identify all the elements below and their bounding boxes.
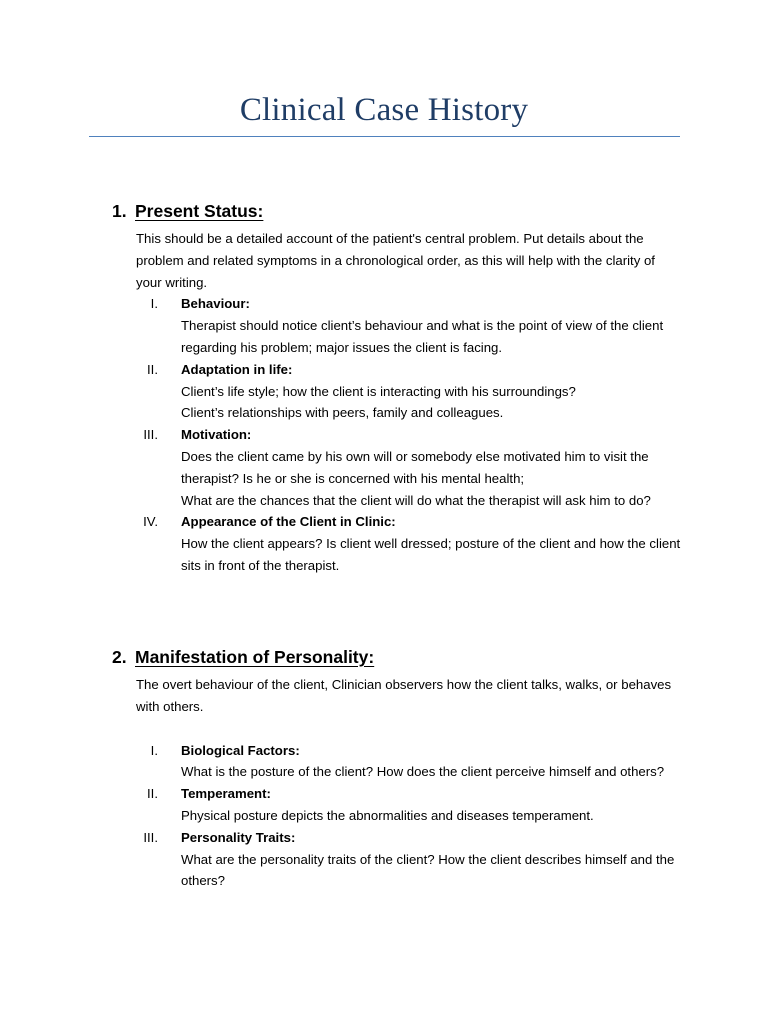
- section-title: Present Status:: [135, 201, 264, 221]
- section-heading: [112, 647, 682, 673]
- subsection-text: Client’s relationships with peers, family and colleagues.: [181, 405, 504, 421]
- roman-numeral: III.: [143, 427, 158, 443]
- subsection-behaviour: [112, 293, 681, 358]
- section-number: 1.: [112, 201, 127, 221]
- section-intro: This should be a detailed account of the patient's central problem. Put details about the problem and related symptoms in a chronological order, as this will help with the clarity of your writing.: [136, 231, 655, 290]
- page-title: Clinical Case History: [239, 92, 529, 128]
- subsection-text: What are the chances that the client will do what the therapist will ask him to do?: [181, 492, 651, 508]
- subsection-title: Motivation:: [181, 427, 252, 443]
- subsection-title: Personality Traits:: [181, 829, 296, 845]
- subsection-title: Adaptation in life:: [181, 361, 293, 377]
- subsection-text: What is the posture of the client? How does the client perceive himself and others?: [181, 764, 665, 780]
- subsection-personality-traits: [112, 827, 681, 892]
- subsection-motivation: [112, 424, 681, 511]
- subsection-text: Client’s life style; how the client is interacting with his surroundings?: [181, 383, 576, 399]
- subsection-list: [112, 293, 682, 576]
- subsection-title: Biological Factors:: [181, 742, 300, 758]
- roman-numeral: IV.: [143, 514, 158, 530]
- section-present-status: [112, 201, 682, 577]
- title-divider: [89, 136, 680, 137]
- section-heading: [112, 201, 682, 227]
- subsection-biological-factors: [112, 740, 681, 784]
- subsection-title: Temperament:: [181, 786, 271, 802]
- subsection-text: Physical posture depicts the abnormalities and diseases temperament.: [181, 807, 594, 823]
- subsection-text: How the client appears? Is client well dressed; posture of the client and how the client sits in front of the therapist.: [181, 536, 681, 573]
- subsection-list: [112, 740, 682, 893]
- subsection-title: Behaviour:: [181, 296, 250, 312]
- subsection-appearance: [112, 511, 681, 576]
- section-intro: The overt behaviour of the client, Clinician observers how the client talks, walks, or behaves with others.: [136, 677, 672, 714]
- roman-numeral: II.: [147, 786, 158, 802]
- subsection-text: What are the personality traits of the client? How the client describes himself and the others?: [181, 851, 675, 889]
- roman-numeral: III.: [143, 829, 158, 845]
- roman-numeral: II.: [147, 361, 158, 377]
- subsection-title: Appearance of the Client in Clinic:: [181, 514, 396, 530]
- subsection-text: Therapist should notice client’s behaviour and what is the point of view of the client regarding his problem; major issues the client is facing.: [181, 318, 664, 355]
- subsection-temperament: [112, 783, 681, 827]
- section-manifestation-of-personality: [112, 647, 682, 892]
- subsection-text: Does the client came by his own will or somebody else motivated him to visit the therapist? Is he or she is concerned with his mental health;: [181, 448, 649, 486]
- section-number: 2.: [112, 647, 127, 667]
- roman-numeral: I.: [150, 742, 158, 758]
- section-title: Manifestation of Personality:: [135, 647, 375, 667]
- roman-numeral: I.: [150, 296, 158, 312]
- subsection-adaptation: [112, 359, 681, 424]
